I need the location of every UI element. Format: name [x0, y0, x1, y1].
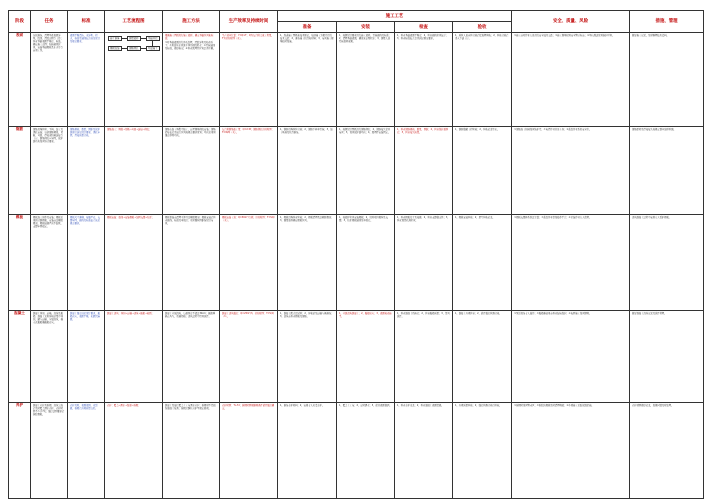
flow-arrow	[140, 48, 146, 49]
remark-cell: 钢筋原材及焊接接头按规定频率取样检测。	[630, 127, 704, 215]
header-remark: 措施、管理	[630, 11, 704, 33]
inspect-cell: 1、检查混凝土坍落度；2、检查振捣质量；3、留置试件。	[395, 311, 453, 403]
inspect-cell: 1、检查养护记录；2、检查混凝土表面裂缝。	[395, 403, 453, 499]
standard-cell: 表面平整清洁，无浮浆、积水，标高及轴线偏差满足设计及规范要求。	[68, 33, 105, 127]
accept-cell: 1、外观质量验收；2、强度检测合格后验收。	[453, 403, 512, 499]
method-cell: 混凝土分层浇筑，每层厚度不超过30cm；振捣棒插点均匀，快插慢拔；浇筑过程中留置试件。	[163, 311, 220, 403]
method-summary: 模板安装：放线→安装模板→加固支撑→校正；	[107, 216, 155, 219]
task-cell: 模板加工制作及安装；模板采用组合钢模板，安装前涂刷脱模剂，模板接缝严密不漏浆，支撑牢固稳定。	[31, 215, 68, 311]
task-cell: 钢筋进场检验、下料、加工及绑扎安装；包括钢筋调直、切断、弯曲、焊接或机械连接等工序，钢筋绑扎应牢固，保护层垫块设置符合要求。	[31, 127, 68, 215]
header-stage: 阶段	[9, 11, 31, 33]
method-summary: 混凝土浇筑：拌制→运输→浇筑→振捣→收面；	[107, 312, 154, 315]
calc-cell: 每台班钢筋加工量：Q=2.5t；钢筋绑扎持续时间：T=W/Q（天）。	[220, 127, 278, 215]
risk-cell: ①泵送设备专人操作；②振捣器使用前检查漏电保护；③夜间施工设置照明。	[512, 311, 630, 403]
construction-plan-table	[8, 10, 704, 499]
task-cell: 混凝土拌制、运输、浇筑及振捣；混凝土采用拌和站集中拌制，罐车运输，分层浇筑，插入式振捣器振捣密实。	[31, 311, 68, 403]
header-task: 任务	[31, 11, 68, 33]
flow-box: 施工准备	[110, 37, 120, 40]
accept-cell: 1、质检人员自检合格后报监理验收；2、验收合格后进入下道工序。	[453, 33, 512, 127]
stage-label: 表面	[9, 33, 31, 127]
header-row-1	[9, 11, 704, 22]
header-prep: 准备	[278, 22, 337, 33]
risk-cell: ①模板支撑体系经过计算；②高处作业搭设操作平台；③吊装作业专人指挥。	[512, 215, 630, 311]
accept-cell: 1、混凝土外观检查；2、试件强度检测合格。	[453, 311, 512, 403]
flow-box: 模板安装	[110, 47, 120, 50]
prep-cell: 1、钢筋进场检验合格；2、钢筋下料单复核；3、加工场地及机具准备。	[278, 127, 337, 215]
flow-arrow	[121, 48, 127, 49]
method-summary: 钢筋加工：调直→切断→弯曲→连接→绑扎；	[107, 128, 152, 131]
stage-row	[9, 33, 704, 127]
risk-cell: ①施工前对作业人员进行安全技术交底；②施工现场设置安全警示标志；③基坑周边设置防护栏杆。	[512, 33, 630, 127]
method-cell	[163, 33, 220, 127]
standard-cell: 钢筋规格、数量、间距及保护层厚度满足设计要求，绑扎牢固，焊接质量合格。	[68, 127, 105, 215]
method-cell: 模板拼装前清理干净并涂刷脱模剂；模板安装后检查轴线、标高及垂直度；对拉螺栓间距按设计布置。	[163, 215, 220, 311]
install-cell: 1、按照设计要求进行施工放样，复核轴线及标高；2、清理基础表面，确保无杂物积水；3、测量人员复核放样成果。	[337, 33, 395, 127]
method-summary: 养护：覆盖→洒水→保湿→拆模；	[107, 404, 141, 407]
stage-row	[9, 127, 704, 215]
remark-cell: 浇筑混凝土过程中安排专人看护模板。	[630, 215, 704, 311]
prep-cell: 1、模板进场检查验收；2、模板清理及涂刷脱模剂；3、测量放样确定模板位置。	[278, 215, 337, 311]
method-cell: 混凝土终凝后覆盖土工布洒水养护；拆模时不得损伤混凝土棱角；拆模后继续养护至规定龄期。	[163, 403, 220, 499]
process-cell	[105, 311, 163, 403]
install-cell: 1、按放样位置安装模板；2、设置对拉螺栓及支撑；3、校正模板轴线及垂直度。	[337, 215, 395, 311]
header-construction: 施工工艺	[278, 11, 512, 22]
process-cell	[105, 215, 163, 311]
calc-cell: 模板安装工效：Q=30m²/台班；持续时间：T=S/Q（天）。	[220, 215, 278, 311]
prep-cell: 1、熟悉施工图纸和技术规范，编制施工方案并进行技术交底；2、准备施工机具和材料；3、布置施工现场临时设施。	[278, 33, 337, 127]
remark-cell: 做好施工记录，及时整理技术资料。	[630, 33, 704, 127]
header-accept: 验收	[453, 22, 512, 33]
install-cell: 1、覆盖土工布；2、定时洒水；3、保持表面湿润。	[337, 403, 395, 499]
stage-label: 模板	[9, 215, 31, 311]
task-cell: 混凝土养护及拆模；浇筑完成后及时覆盖洒水养护，养护时间不少于7天；强度达到要求后拆除模板。	[31, 403, 68, 499]
prep-cell: 1、准备养护材料；2、安排专人负责养护。	[278, 403, 337, 499]
calc-cell: 养护时间：T≥7d；拆模时间根据同条件试件强度确定。	[220, 403, 278, 499]
standard-cell: 模板尺寸准确，接缝严密，支撑牢固，轴线及标高偏差满足规范要求。	[68, 215, 105, 311]
task-cell: 包括准备、清理基底表面浮浆、除锈、清除杂物等工作；检查基础表面平整度、标高，确定施工范围；校核轴线位置、安装基础模板及止水带等前期工作。	[31, 33, 68, 127]
flow-box: 钢筋绑扎	[129, 47, 139, 50]
prep-cell: 1、混凝土配合比试验；2、拌和站及运输车辆准备；3、浇筑前检查模板及钢筋。	[278, 311, 337, 403]
flow-box: 垫层施工	[148, 47, 158, 50]
risk-cell: ①钢筋加工机械设置防护罩；②电焊作业持证上岗；③高处作业系好安全带。	[512, 127, 630, 215]
remark-cell: 做好混凝土浇筑记录及试件管理。	[630, 311, 704, 403]
flow-box: 基础开挖	[148, 37, 158, 40]
stage-row	[9, 311, 704, 403]
process-cell	[105, 127, 163, 215]
risk-cell: ①拆模时设置警戒区；②拆除的模板及时清理堆放；③冬期施工采取保温措施。	[512, 403, 630, 499]
method-cell: 钢筋在加工场集中加工，运至现场绑扎安装；钢筋搭接长度及接头位置按规范要求设置；垫块采用同强度砂浆垫块。	[163, 127, 220, 215]
process-cell	[105, 33, 163, 127]
install-cell: 1、按照设计图纸进行钢筋绑扎；2、钢筋接头错开布置；3、设置保护层垫块；4、预埋件安装固定。	[337, 127, 395, 215]
accept-cell: 1、钢筋隐蔽工程验收；2、验收记录签认。	[453, 127, 512, 215]
header-calc: 生产效率及持续时间	[220, 11, 278, 33]
spreadsheet-page	[8, 10, 703, 494]
install-cell: 1、分层浇筑混凝土；2、振捣密实；3、表面收光抹平。	[337, 311, 395, 403]
remark-cell: 养护期间做好记录，发现问题及时处理。	[630, 403, 704, 499]
method-detail: ①对基础表面进行凿毛处理，清除浮浆及松动石子；②用高压水冲洗干净并排除积水；③复核轴线及标高，做好标记；④检查预埋件位置是否正确。	[165, 41, 216, 51]
inspect-cell: 1、检查模板尺寸及接缝；2、检查支撑稳定性；3、检查预留孔洞位置。	[395, 215, 453, 311]
flow-box: 测量放样	[129, 37, 139, 40]
standard-cell: 养护及时，表面湿润，无裂缝，拆模后外观质量良好。	[68, 403, 105, 499]
header-install: 安装	[337, 22, 395, 33]
header-work: 施工方法	[163, 11, 220, 33]
stage-label: 养护	[9, 403, 31, 499]
standard-cell: 混凝土强度满足设计要求，振捣密实，表面平整，无蜂窝麻面。	[68, 311, 105, 403]
calc-cell: 混凝土浇筑强度：Q=25m³/h；持续时间：T=V/Q（h）。	[220, 311, 278, 403]
header-standard: 标准	[68, 11, 105, 33]
header-process: 工艺流程图	[105, 11, 163, 33]
stage-label: 钢筋	[9, 127, 31, 215]
stage-label: 混凝土	[9, 311, 31, 403]
stage-row	[9, 215, 704, 311]
method-summary: 根据施工图纸进行施工放样，确定基础位置和标高；	[165, 34, 214, 41]
inspect-cell: 1、检查钢筋规格、数量、间距；2、检查保护层厚度；3、检查接头质量。	[395, 127, 453, 215]
header-inspect: 检查	[395, 22, 453, 33]
process-flowchart	[107, 34, 160, 80]
accept-cell: 1、模板安装验收；2、填写验收记录。	[453, 215, 512, 311]
process-cell	[105, 403, 163, 499]
stage-row	[9, 403, 704, 499]
calc-cell: 生产效率计算：Y=Q×T；Q为每台班完成工程量，T为持续时间（天）。	[220, 33, 278, 127]
inspect-cell: 1、检查基础表面平整度；2、检查轴线位置偏差；3、检查标高偏差是否满足规范要求。	[395, 33, 453, 127]
header-risk: 安全、质量、风险	[512, 11, 630, 33]
